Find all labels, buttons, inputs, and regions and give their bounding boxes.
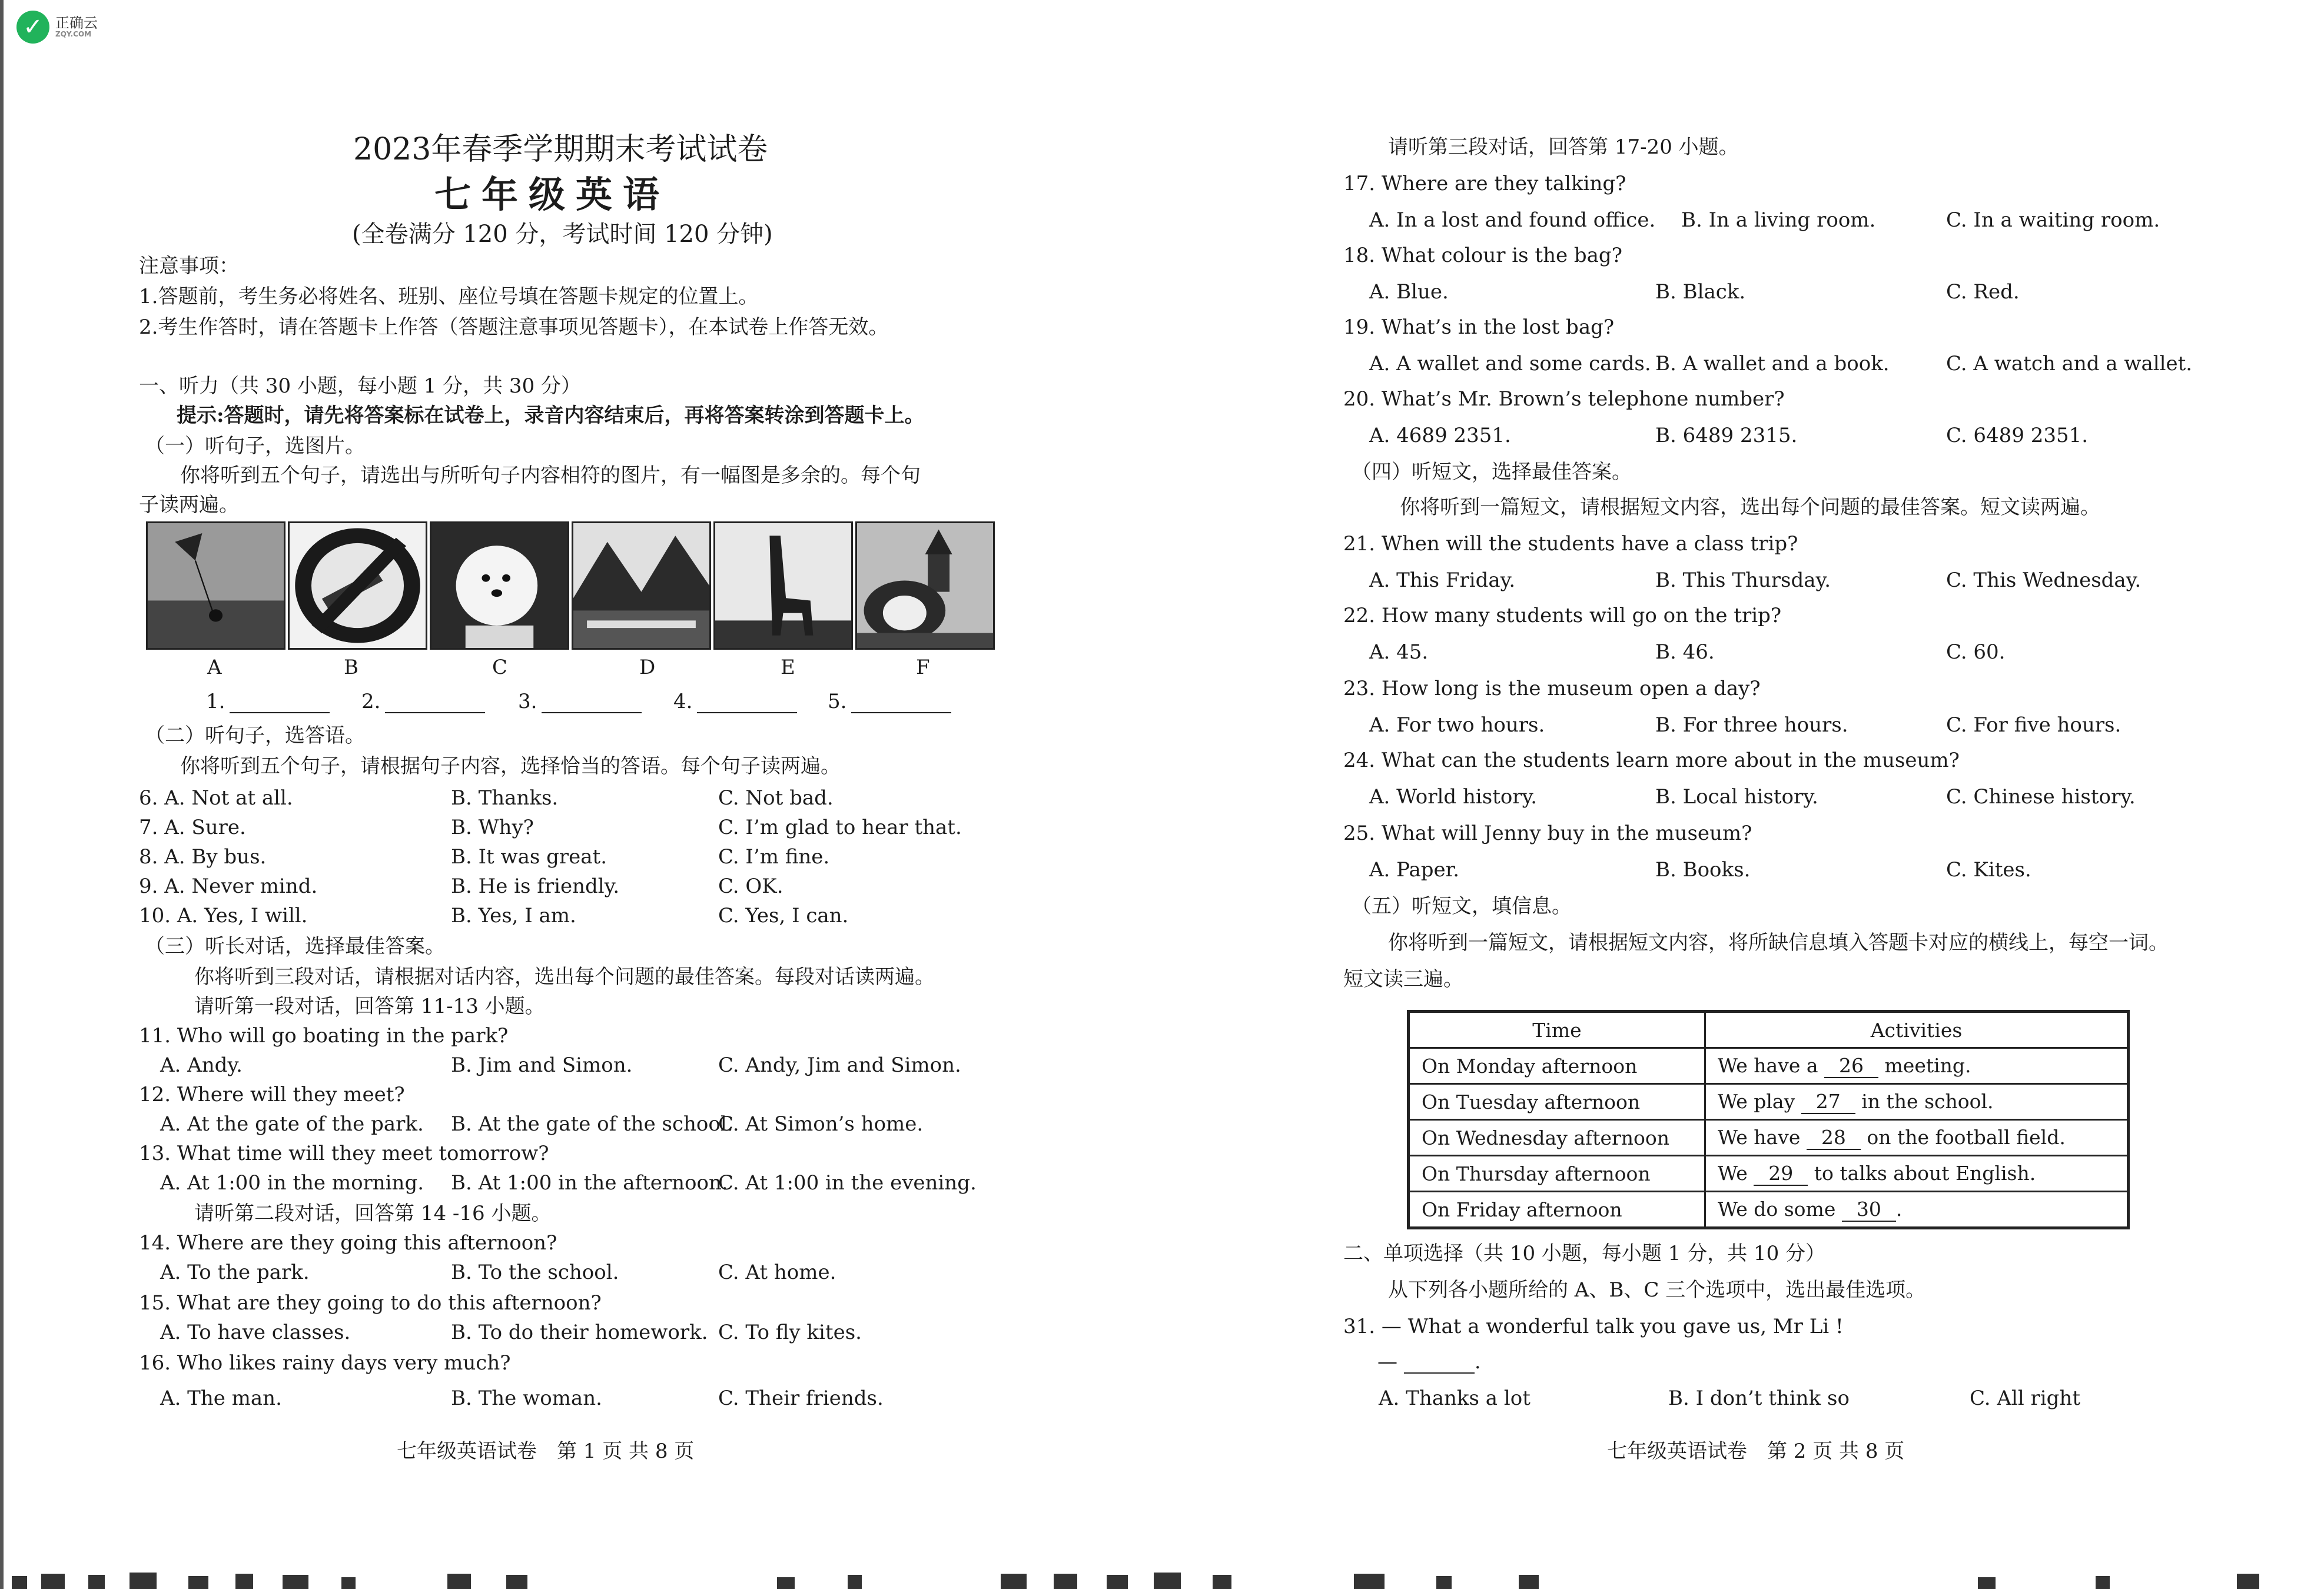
q15-c: C. To fly kites. <box>718 1321 862 1344</box>
q12: 12. Where will they meet? <box>139 1083 405 1106</box>
q12-a: A. At the gate of the park. <box>160 1112 424 1136</box>
q31-a: A. Thanks a lot <box>1379 1387 1530 1410</box>
q25-a: A. Paper. <box>1369 858 1459 882</box>
photo-label-c: C <box>492 656 508 679</box>
q12-c: C. At Simon’s home. <box>718 1112 924 1136</box>
q13-c: C. At 1:00 in the evening. <box>718 1171 977 1195</box>
q19-c: C. A watch and a wallet. <box>1946 352 2193 375</box>
section-2-instruction: 从下列各小题所给的 A、B、C 三个选项中，选出最佳选项。 <box>1388 1278 1926 1302</box>
q31: 31. — What a wonderful talk you gave us, Mr Li ! <box>1343 1315 1844 1338</box>
q11: 11. Who will go boating in the park? <box>139 1024 509 1048</box>
q21-b: B. This Thursday. <box>1655 569 1831 592</box>
photo-f-castle <box>855 521 995 650</box>
part-3-heading: （三）听长对话，选择最佳答案。 <box>145 935 445 958</box>
answer-blank-1: 1. <box>206 690 330 713</box>
table-row: On Friday afternoon We do some 30 . <box>1409 1192 2129 1228</box>
part-4-heading: （四）听短文，选择最佳答案。 <box>1352 460 1632 484</box>
q11-b: B. Jim and Simon. <box>451 1053 633 1077</box>
q23-c: C. For five hours. <box>1946 713 2122 737</box>
q22-a: A. 45. <box>1369 640 1429 664</box>
q12-b: B. At the gate of the school. <box>451 1112 733 1136</box>
photo-label-a: A <box>207 656 222 679</box>
scan-edge <box>0 0 4 1589</box>
q11-c: C. Andy, Jim and Simon. <box>718 1053 961 1077</box>
q10-a: 10. A. Yes, I will. <box>139 904 308 928</box>
q13-a: A. At 1:00 in the morning. <box>160 1171 424 1195</box>
table-row: On Thursday afternoon We 29 to talks about English. <box>1409 1156 2129 1192</box>
part-5-instruction: 你将听到一篇短文，请根据短文内容，将所缺信息填入答题卡对应的横线上，每空一词。 <box>1388 931 2169 955</box>
q15-b: B. To do their homework. <box>451 1321 708 1344</box>
listening-tip: 提示:答题时，请先将答案标在试卷上，录音内容结束后，再将答案转涂到答题卡上。 <box>177 404 925 427</box>
q18-c: C. Red. <box>1946 280 2020 304</box>
q16: 16. Who likes rainy days very much? <box>139 1351 511 1375</box>
page-footer-1: 七年级英语试卷 第 1 页 共 8 页 <box>397 1440 695 1463</box>
q9-b: B. He is friendly. <box>451 875 620 898</box>
picture-options <box>146 521 995 650</box>
q19-b: B. A wallet and a book. <box>1655 352 1890 375</box>
part-5-heading: （五）听短文，填信息。 <box>1352 895 1572 918</box>
q7-b: B. Why? <box>451 816 534 839</box>
q24: 24. What can the students learn more about in the museum? <box>1343 749 1960 772</box>
q24-a: A. World history. <box>1369 785 1538 809</box>
exam-title: 2023年春季学期期末考试试卷 <box>353 132 768 167</box>
q13-b: B. At 1:00 in the afternoon. <box>451 1171 728 1195</box>
q16-b: B. The woman. <box>451 1387 602 1410</box>
photo-label-f: F <box>916 656 930 679</box>
table-row: On Tuesday afternoon We play 27 in the school. <box>1409 1084 2129 1120</box>
q9-c: C. OK. <box>718 875 783 898</box>
q11-a: A. Andy. <box>160 1053 243 1077</box>
logo-domain: ZQY.COM <box>55 30 92 39</box>
photo-label-e: E <box>781 656 795 679</box>
q21-a: A. This Friday. <box>1369 569 1516 592</box>
q10-b: B. Yes, I am. <box>451 904 576 928</box>
answer-blank-3: 3. <box>518 690 642 713</box>
table-row: On Monday afternoon We have a 26 meeting. <box>1409 1048 2129 1084</box>
q6-a: 6. A. Not at all. <box>139 786 293 810</box>
q14-c: C. At home. <box>718 1261 836 1284</box>
photo-label-b: B <box>344 656 358 679</box>
part-4-instruction: 你将听到一篇短文，请根据短文内容，选出每个问题的最佳答案。短文读两遍。 <box>1400 496 2100 519</box>
activity-table <box>1407 1010 2130 1229</box>
q23-b: B. For three hours. <box>1655 713 1848 737</box>
q22: 22. How many students will go on the trip? <box>1343 604 1782 627</box>
part-2-instruction: 你将听到五个句子，请根据句子内容，选择恰当的答语。每个句子读两遍。 <box>180 754 841 778</box>
q9-a: 9. A. Never mind. <box>139 875 318 898</box>
q20-b: B. 6489 2315. <box>1655 424 1798 447</box>
q25: 25. What will Jenny buy in the museum? <box>1343 822 1752 845</box>
q14: 14. Where are they going this afternoon? <box>139 1231 557 1255</box>
q14-a: A. To the park. <box>160 1261 310 1284</box>
time-column-header: Time <box>1409 1012 1705 1048</box>
q15-a: A. To have classes. <box>160 1321 351 1344</box>
notes-heading: 注意事项： <box>139 254 239 278</box>
q23: 23. How long is the museum open a day? <box>1343 677 1761 700</box>
page-footer-2: 七年级英语试卷 第 2 页 共 8 页 <box>1607 1440 1905 1463</box>
q8-b: B. It was great. <box>451 845 607 869</box>
q6-c: C. Not bad. <box>718 786 834 810</box>
q18-a: A. Blue. <box>1369 280 1449 304</box>
answer-blank-5: 5. <box>828 690 951 713</box>
answer-blank-2: 2. <box>361 690 485 713</box>
q13: 13. What time will they meet tomorrow? <box>139 1142 549 1165</box>
q17-c: C. In a waiting room. <box>1946 208 2160 232</box>
q17-b: B. In a living room. <box>1681 208 1876 232</box>
q16-a: A. The man. <box>160 1387 282 1410</box>
section-1-heading: 一、听力（共 30 小题，每小题 1 分，共 30 分） <box>139 374 582 398</box>
note-2: 2.考生作答时，请在答题卡上作答（答题注意事项见答题卡），在本试卷上作答无效。 <box>139 315 889 339</box>
activities-column-header: Activities <box>1705 1012 2129 1048</box>
q20-a: A. 4689 2351. <box>1369 424 1511 447</box>
answer-blank-4: 4. <box>673 690 797 713</box>
q23-a: A. For two hours. <box>1369 713 1545 737</box>
fill-blank-29: 29 <box>1754 1162 1808 1186</box>
q24-c: C. Chinese history. <box>1946 785 2136 809</box>
q10-c: C. Yes, I can. <box>718 904 849 928</box>
q20-c: C. 6489 2351. <box>1946 424 2089 447</box>
checkmark-icon: ✓ <box>16 11 49 44</box>
q19-a: A. A wallet and some cards. <box>1369 352 1651 375</box>
q22-c: C. 60. <box>1946 640 2006 664</box>
q16-c: C. Their friends. <box>718 1387 884 1410</box>
q7-c: C. I’m glad to hear that. <box>718 816 962 839</box>
q19: 19. What’s in the lost bag? <box>1343 315 1615 339</box>
fill-blank-30: 30 <box>1842 1198 1896 1222</box>
q20: 20. What’s Mr. Brown’s telephone number? <box>1343 387 1785 411</box>
photo-e-giraffe <box>713 521 853 650</box>
dialogue-3-intro: 请听第三段对话，回答第 17-20 小题。 <box>1388 135 1739 159</box>
q6-b: B. Thanks. <box>451 786 559 810</box>
q8-c: C. I’m fine. <box>718 845 830 869</box>
part-3-instruction: 你将听到三段对话，请根据对话内容，选出每个问题的最佳答案。每段对话读两遍。 <box>194 965 935 989</box>
q18: 18. What colour is the bag? <box>1343 244 1622 267</box>
q7-a: 7. A. Sure. <box>139 816 246 839</box>
scan-artifact <box>0 1568 2324 1589</box>
photo-b-no-smoking <box>288 521 427 650</box>
q18-b: B. Black. <box>1655 280 1746 304</box>
note-1: 1.答题前，考生务必将姓名、班别、座位号填在答题卡规定的位置上。 <box>139 285 759 308</box>
part-5-instruction-cont: 短文读三遍。 <box>1343 968 1463 991</box>
q25-c: C. Kites. <box>1946 858 2031 882</box>
fill-blank-26: 26 <box>1824 1054 1878 1078</box>
q14-b: B. To the school. <box>451 1261 619 1284</box>
section-2-heading: 二、单项选择（共 10 小题，每小题 1 分，共 10 分） <box>1343 1242 1826 1265</box>
photo-label-d: D <box>639 656 656 679</box>
fill-blank-27: 27 <box>1801 1090 1855 1114</box>
photo-a-kite <box>146 521 285 650</box>
exam-info: (全卷满分 120 分，考试时间 120 分钟) <box>352 221 773 248</box>
table-header-row <box>1409 1012 2129 1048</box>
q15: 15. What are they going to do this afternoon? <box>139 1291 602 1315</box>
logo <box>16 11 98 44</box>
dialogue-1-intro: 请听第一段对话，回答第 11-13 小题。 <box>194 995 545 1018</box>
q31-response: — . <box>1377 1350 1481 1374</box>
logo-name: 正确云 <box>55 15 98 32</box>
q24-b: B. Local history. <box>1655 785 1818 809</box>
part-1-heading: （一）听句子，选图片。 <box>145 434 365 458</box>
q17-a: A. In a lost and found office. <box>1369 208 1656 232</box>
q8-a: 8. A. By bus. <box>139 845 267 869</box>
q25-b: B. Books. <box>1655 858 1751 882</box>
q22-b: B. 46. <box>1655 640 1715 664</box>
part-1-instruction: 你将听到五个句子，请选出与所听句子内容相符的图片，有一幅图是多余的。每个句 <box>180 464 921 487</box>
q31-c: C. All right <box>1970 1387 2080 1410</box>
part-1-instruction-cont: 子读两遍。 <box>139 493 239 517</box>
photo-c-dog <box>430 521 569 650</box>
q21-c: C. This Wednesday. <box>1946 569 2142 592</box>
q21: 21. When will the students have a class trip? <box>1343 532 1798 556</box>
table-row: On Wednesday afternoon We have 28 on the football field. <box>1409 1120 2129 1156</box>
subject-title: 七年级英语 <box>434 173 670 216</box>
q17: 17. Where are they talking? <box>1343 172 1626 195</box>
dialogue-2-intro: 请听第二段对话，回答第 14 -16 小题。 <box>194 1202 552 1225</box>
q31-b: B. I don’t think so <box>1668 1387 1850 1410</box>
fill-blank-28: 28 <box>1807 1126 1861 1150</box>
photo-d-mountains <box>572 521 711 650</box>
part-2-heading: （二）听句子，选答语。 <box>145 724 365 747</box>
